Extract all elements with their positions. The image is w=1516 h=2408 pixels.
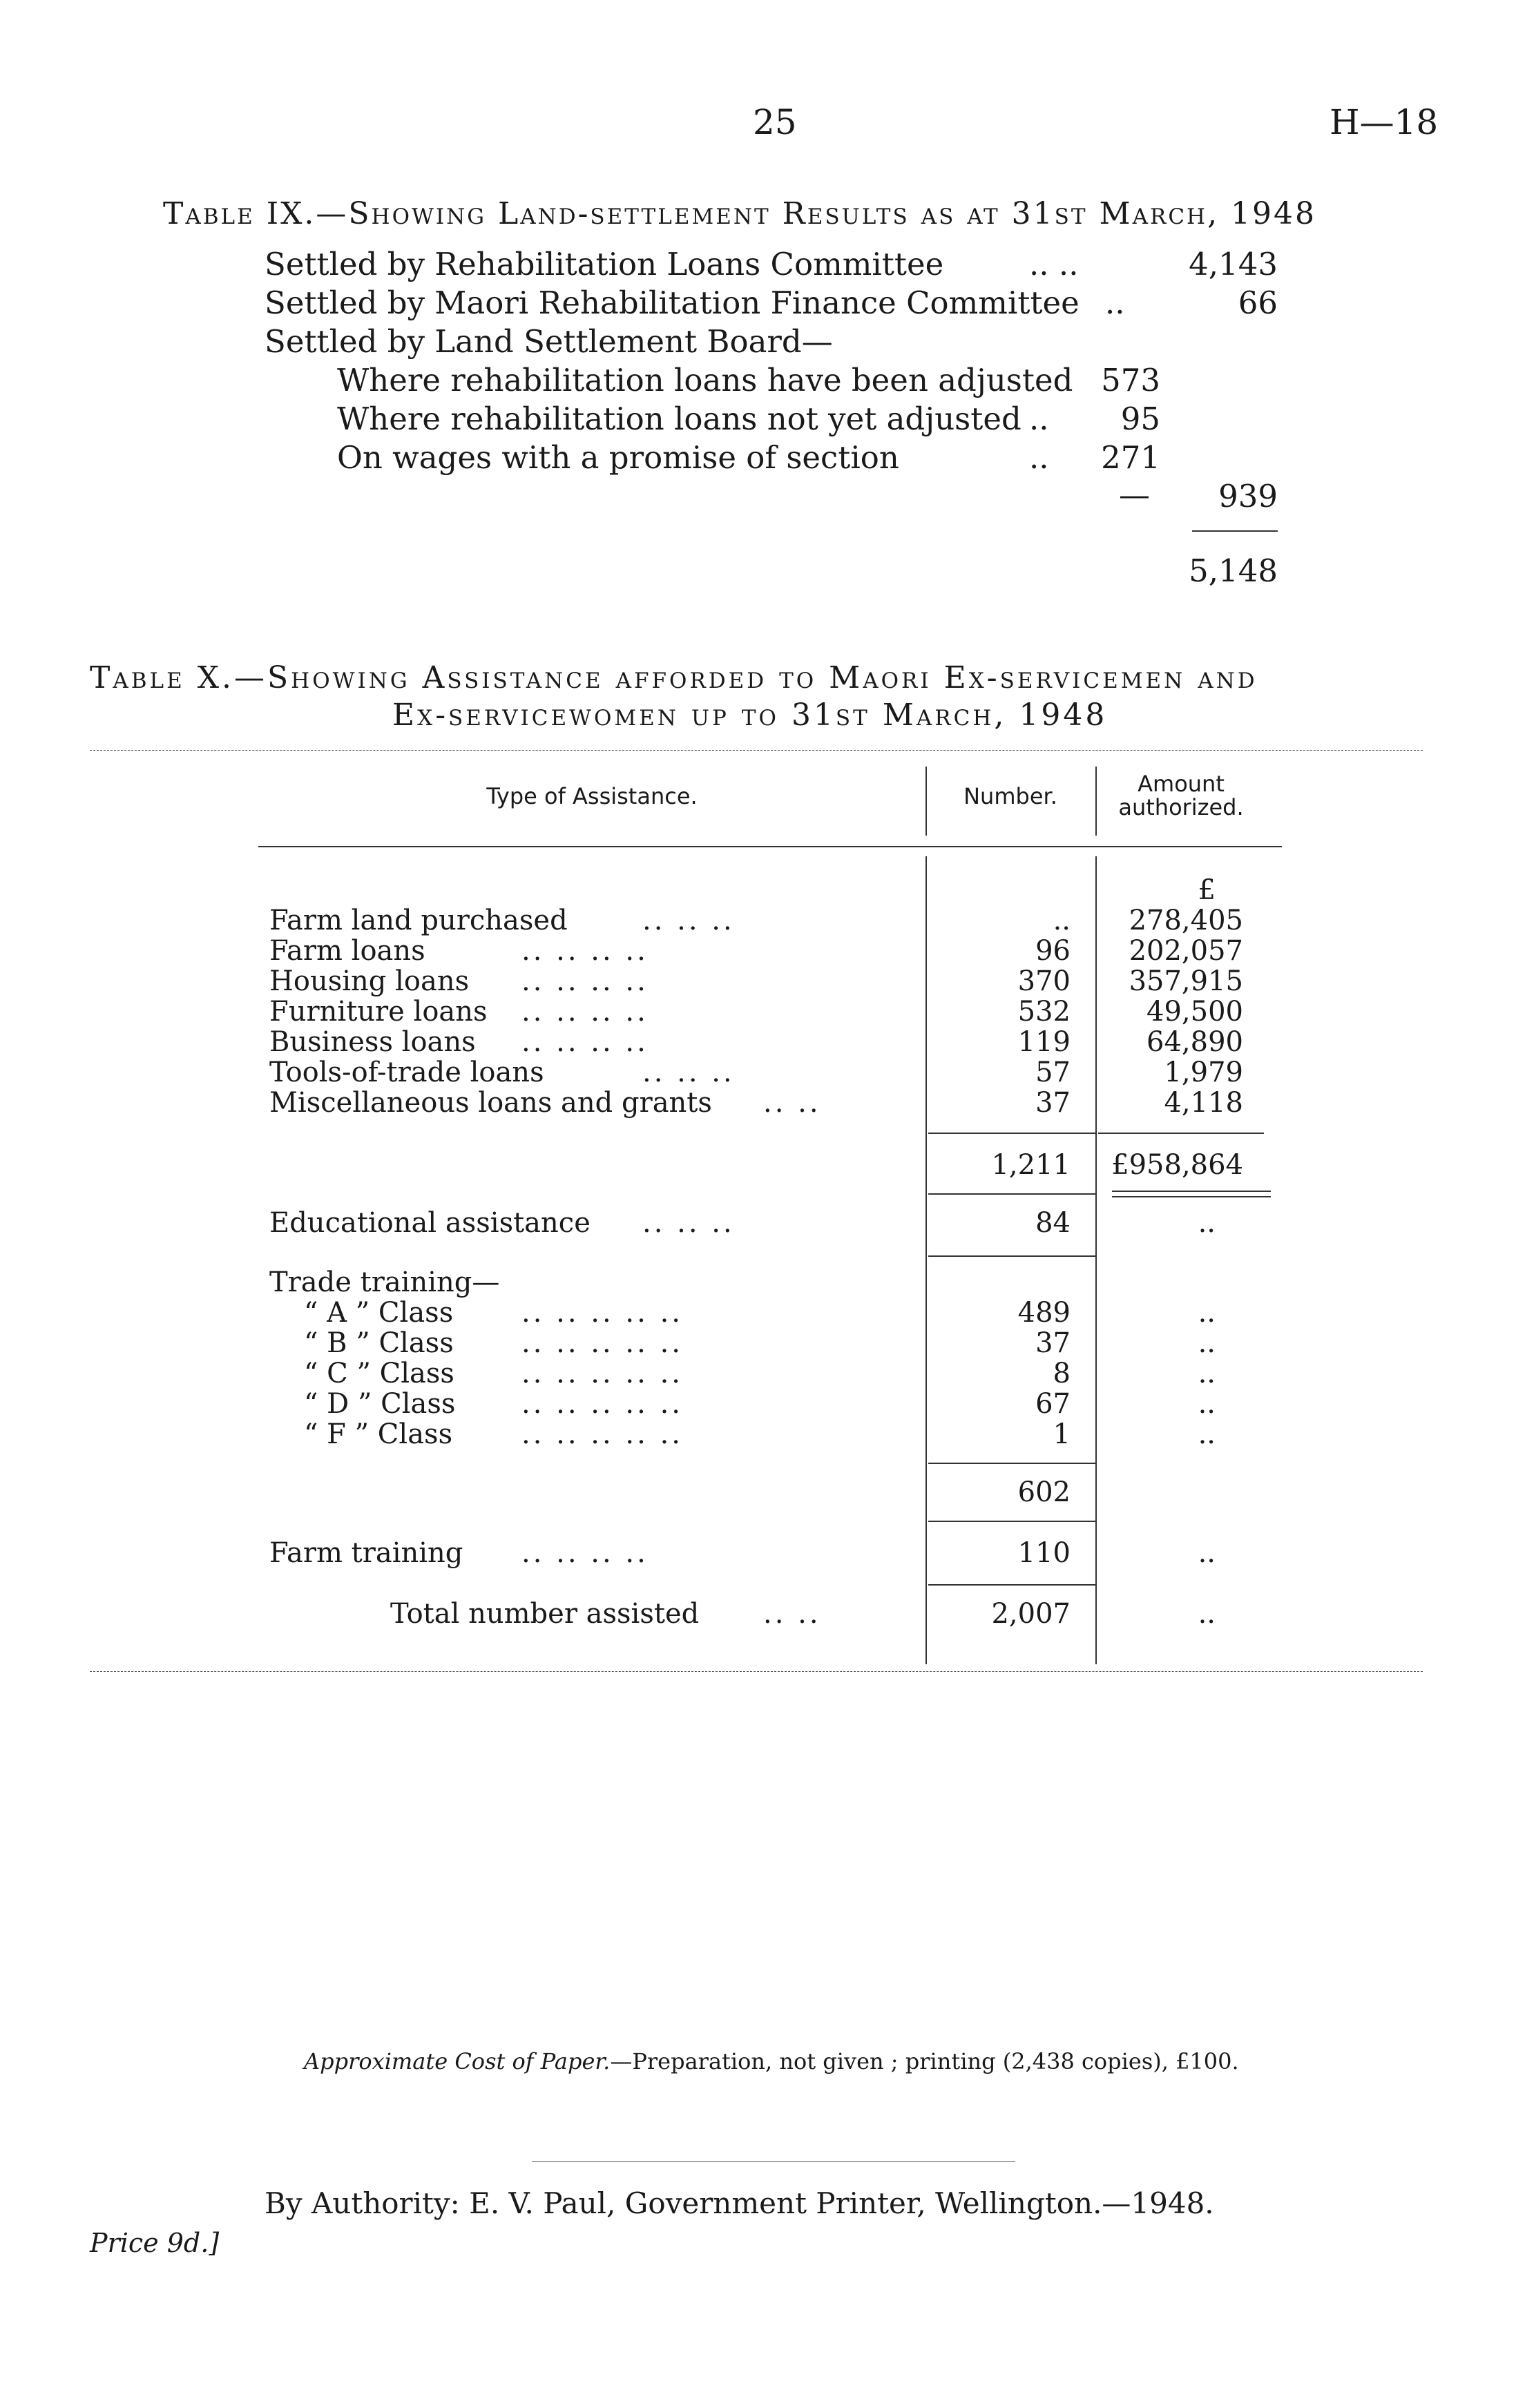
subtotal-rule	[928, 1463, 1097, 1464]
table-row-label: Educational assistance	[269, 1207, 591, 1239]
table-10-top-rule	[90, 750, 1423, 751]
table-row-amount: 64,890	[1146, 1026, 1243, 1058]
leader-dots: .. .. .. ..	[521, 935, 649, 967]
table-row-label: Business loans	[269, 1026, 476, 1058]
table-9-row-label: Settled by Land Settlement Board—	[265, 323, 833, 360]
table-row-label: Farm land purchased	[269, 905, 568, 936]
table-10-title-line1: Table X.—Showing Assistance afforded to Maori Ex-servicemen and	[90, 660, 1258, 695]
table-row-label: Farm loans	[269, 935, 425, 967]
double-rule	[1112, 1196, 1271, 1197]
leader-dots: .. .. .. ..	[521, 965, 649, 997]
column-header-type: Type of Assistance.	[486, 783, 698, 809]
total-assisted-label: Total number assisted	[390, 1598, 700, 1630]
double-rule	[1112, 1191, 1271, 1192]
table-row-amount: 49,500	[1146, 996, 1243, 1028]
table-9-row-dots: ..	[1105, 285, 1125, 321]
table-row-number: ..	[1053, 905, 1071, 936]
table-row-label: “ D ” Class	[304, 1388, 456, 1420]
leader-dots: .. .. .. ..	[521, 1537, 649, 1569]
paper-cost-label: Approximate Cost of Paper.	[304, 2048, 611, 2074]
leader-dots: .. ..	[763, 1087, 821, 1119]
table-9-row-total: 4,143	[1189, 246, 1278, 282]
leader-dots: .. .. ..	[642, 1057, 735, 1088]
leader-dots: .. .. .. .. ..	[521, 1358, 684, 1389]
paper-cost-note	[304, 2048, 1239, 2074]
table-row-number: 119	[1017, 1026, 1071, 1058]
table-9-subrow-label: Where rehabilitation loans have been adjusted	[337, 362, 1073, 398]
table-9-total-rule	[1192, 530, 1278, 532]
table-row-amount: 1,979	[1164, 1057, 1243, 1088]
leader-dots: .. .. .. .. ..	[521, 1418, 684, 1450]
table-9-row-total: 66	[1238, 285, 1278, 321]
table-10-title-line2: Ex-servicewomen up to 31st March, 1948	[392, 697, 1108, 733]
table-row-number: 1	[1053, 1418, 1071, 1450]
table-row-number: 57	[1035, 1057, 1071, 1088]
loans-total-number: 1,211	[991, 1149, 1071, 1181]
row-rule	[928, 1255, 1097, 1257]
column-header-amount: Amount	[1138, 771, 1225, 797]
page-number: 25	[753, 102, 797, 142]
table-9-subrow-label: On wages with a promise of section	[337, 439, 899, 476]
table-row-number: 37	[1035, 1087, 1071, 1119]
subtotal-rule	[928, 1133, 1097, 1134]
table-row-label: “ A ” Class	[304, 1297, 454, 1329]
table-row-number: 110	[1017, 1537, 1071, 1569]
table-row-label: Miscellaneous loans and grants	[269, 1087, 712, 1119]
table-row-number: 8	[1053, 1358, 1071, 1389]
table-10-col-divider	[1095, 767, 1097, 836]
table-row-amount: 4,118	[1164, 1087, 1243, 1119]
table-row-amount: ..	[1198, 1297, 1216, 1329]
table-9-row-dots: .. ..	[1029, 246, 1079, 282]
table-9-row-label: Settled by Maori Rehabilitation Finance Committee	[265, 285, 1080, 321]
document-reference: H—18	[1330, 102, 1439, 142]
leader-dots: .. .. ..	[642, 905, 735, 936]
table-10-bottom-rule	[90, 1671, 1423, 1672]
table-row-number: 67	[1035, 1388, 1071, 1420]
total-rule	[928, 1584, 1097, 1586]
table-9-subtotal-dash: —	[1119, 476, 1150, 513]
leader-dots: .. .. ..	[642, 1207, 735, 1239]
table-9-subrow-value: 95	[1120, 401, 1160, 437]
leader-dots: .. .. .. ..	[521, 996, 649, 1028]
table-9-subrow-label: Where rehabilitation loans not yet adjusted	[337, 401, 1021, 437]
leader-dots: .. ..	[763, 1598, 821, 1630]
table-row-label: Tools-of-trade loans	[269, 1057, 544, 1088]
table-row-amount: 202,057	[1129, 935, 1243, 967]
column-header-number: Number.	[963, 783, 1057, 809]
table-row-amount: 357,915	[1129, 965, 1243, 997]
table-row-label: Housing loans	[269, 965, 470, 997]
table-9-subrow-value: 271	[1101, 439, 1160, 476]
table-9-grand-total: 5,148	[1189, 552, 1278, 589]
currency-symbol: £	[1198, 874, 1216, 906]
table-row-amount: 278,405	[1129, 905, 1243, 936]
table-9-subrow-dots: ..	[1029, 439, 1049, 476]
price-note: Price 9d.]	[90, 2228, 220, 2258]
paper-cost-text: —Preparation, not given ; printing (2,438 copies), £100.	[610, 2048, 1239, 2074]
table-row-number: 532	[1017, 996, 1071, 1028]
table-10-col-divider	[925, 856, 927, 1664]
table-9-subrow-value: 573	[1101, 362, 1160, 398]
table-10-col-divider	[1095, 856, 1097, 1664]
table-row-amount: ..	[1198, 1358, 1216, 1389]
table-row-number: 96	[1035, 935, 1071, 967]
total-assisted-number: 2,007	[991, 1598, 1071, 1630]
table-row-label: “ C ” Class	[304, 1358, 454, 1389]
table-row-label: Furniture loans	[269, 996, 488, 1028]
table-row-label: Farm training	[269, 1537, 463, 1569]
table-row-number: 84	[1035, 1207, 1071, 1239]
table-10-header-rule	[258, 846, 1282, 847]
table-row-amount: ..	[1198, 1327, 1216, 1359]
table-row-amount: ..	[1198, 1388, 1216, 1420]
table-9-row-label: Settled by Rehabilitation Loans Committee	[265, 246, 944, 282]
trade-training-heading: Trade training—	[269, 1266, 500, 1298]
subtotal-rule	[1098, 1133, 1264, 1134]
table-row-amount: ..	[1198, 1207, 1216, 1239]
printer-authority: By Authority: E. V. Paul, Government Printer, Wellington.—1948.	[265, 2186, 1214, 2220]
table-row-amount: ..	[1198, 1418, 1216, 1450]
leader-dots: .. .. .. .. ..	[521, 1297, 684, 1329]
total-rule	[928, 1193, 1097, 1195]
table-row-number: 37	[1035, 1327, 1071, 1359]
table-row-label: “ B ” Class	[304, 1327, 454, 1359]
loans-total-amount: £958,864	[1111, 1149, 1243, 1181]
table-9-title: Table IX.—Showing Land-settlement Results as at 31st March, 1948	[163, 196, 1317, 231]
table-row-label: “ F ” Class	[304, 1418, 453, 1450]
leader-dots: .. .. .. ..	[521, 1026, 649, 1058]
table-9-subrow-dots: ..	[1029, 401, 1049, 437]
footer-rule	[532, 2161, 1015, 2162]
leader-dots: .. .. .. .. ..	[521, 1327, 684, 1359]
table-row-amount: ..	[1198, 1598, 1216, 1630]
table-row-number: 370	[1017, 965, 1071, 997]
table-row-amount: ..	[1198, 1537, 1216, 1569]
table-row-number: 489	[1017, 1297, 1071, 1329]
leader-dots: .. .. .. .. ..	[521, 1388, 684, 1420]
column-header-amount: authorized.	[1118, 794, 1244, 820]
trade-training-total: 602	[1017, 1476, 1071, 1508]
table-9-subtotal: 939	[1218, 478, 1278, 514]
row-rule	[928, 1521, 1097, 1522]
